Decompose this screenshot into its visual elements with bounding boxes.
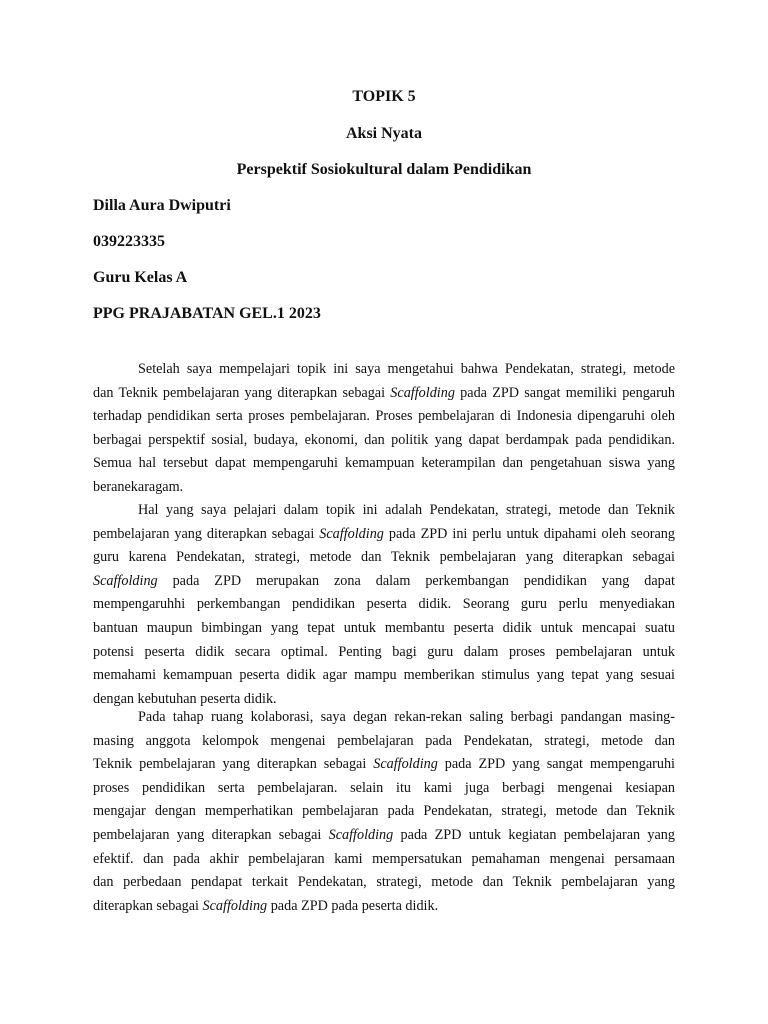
text-run: efektif. dan pada akhir pembelajaran kami mempersatukan pemahaman mengenai persamaan bbox=[93, 850, 675, 867]
text-run: Teknik pembelajaran yang diterapkan sebagai bbox=[93, 756, 374, 773]
text-run: pada ZPD yang sangat mempengaruhi bbox=[437, 756, 675, 773]
text-run: dengan kebutuhan peserta didik. bbox=[93, 690, 277, 707]
paragraph-line bbox=[93, 382, 675, 406]
paragraph-3 bbox=[93, 706, 675, 918]
text-run: potensi peserta didik secara optimal. Penting bagi guru dalam proses pembelajaran untuk bbox=[93, 643, 675, 660]
text-run: Hal yang saya pelajari dalam topik ini adalah Pendekatan, strategi, metode dan Teknik bbox=[138, 502, 675, 518]
paragraph-line bbox=[93, 523, 675, 547]
text-run: diterapkan sebagai bbox=[93, 897, 203, 914]
text-run: masing anggota kelompok mengenai pembelajaran pada Pendekatan, strategi, metode dan bbox=[93, 732, 675, 749]
text-run: Semua hal tersebut dapat mempengaruhi kemampuan keterampilan dan pengetahuan siswa yang bbox=[93, 455, 675, 472]
text-run: pembelajaran yang diterapkan sebagai bbox=[93, 525, 320, 542]
paragraph-line bbox=[93, 895, 675, 919]
paragraph-line bbox=[93, 570, 675, 594]
paragraph-line bbox=[93, 824, 675, 848]
text-run: pada ZPD pada peserta didik. bbox=[267, 897, 439, 914]
text-run: terhadap pendidikan serta proses pembelajaran. Proses pembelajaran di Indonesia dipengaruhi oleh bbox=[93, 408, 675, 425]
paragraph-line bbox=[93, 641, 675, 665]
text-run: guru karena Pendekatan, strategi, metode dan Teknik pembelajaran yang diterapkan sebagai bbox=[93, 549, 675, 566]
paragraph-1 bbox=[93, 358, 675, 500]
paragraph-line bbox=[93, 546, 675, 570]
text-run: proses pendidikan serta pembelajaran. selain itu kami juga berbagi mengenai kesiapan bbox=[93, 779, 675, 796]
text-run: dan perbedaan pendapat terkait Pendekatan, strategi, metode dan Teknik pembelajaran yang bbox=[93, 874, 675, 891]
text-run: dan Teknik pembelajaran yang diterapkan sebagai bbox=[93, 384, 391, 401]
text-run: berbagai perspektif sosial, budaya, ekonomi, dan politik yang dapat berdampak pada pendidikan. bbox=[93, 431, 675, 448]
italic-term: Scaffolding bbox=[328, 826, 394, 843]
text-run: mempengaruhhi perkembangan pendidikan peserta didik. Seorang guru perlu menyediakan bbox=[93, 596, 675, 613]
italic-term: Scaffolding bbox=[390, 384, 455, 401]
italic-term: Scaffolding bbox=[93, 572, 158, 589]
paragraph-line bbox=[93, 800, 675, 824]
author-class: Guru Kelas A bbox=[93, 269, 188, 286]
paragraph-line bbox=[93, 664, 675, 688]
text-run: memahami kemampuan peserta didik agar mampu memberikan stimulus yang tepat yang sesuai bbox=[93, 667, 675, 684]
paragraph-line bbox=[93, 476, 675, 500]
text-run: Pada tahap ruang kolaborasi, saya degan rekan-rekan saling berbagi pandangan masing- bbox=[138, 709, 675, 725]
paragraph-line bbox=[93, 730, 675, 754]
paragraph-2 bbox=[93, 499, 675, 711]
text-run: beranekaragam. bbox=[93, 478, 184, 495]
paragraph-line bbox=[93, 593, 675, 617]
italic-term: Scaffolding bbox=[373, 756, 438, 773]
author-id: 039223335 bbox=[93, 233, 165, 250]
text-run: mengajar dengan memperhatikan pembelajaran pada Pendekatan, strategi, metode dan Teknik bbox=[93, 803, 675, 820]
paragraph-line bbox=[93, 777, 675, 801]
program-name: PPG PRAJABATAN GEL.1 2023 bbox=[93, 305, 321, 322]
author-name: Dilla Aura Dwiputri bbox=[93, 197, 231, 214]
text-run: pada ZPD sangat memiliki pengaruh bbox=[454, 384, 675, 401]
italic-term: Scaffolding bbox=[319, 525, 384, 542]
paragraph-line bbox=[93, 429, 675, 453]
text-run: pada ZPD ini perlu untuk dipahami oleh seorang bbox=[383, 525, 675, 542]
paragraph-line bbox=[93, 499, 675, 523]
topic-heading: TOPIK 5 bbox=[352, 88, 416, 105]
paragraph-line bbox=[93, 405, 675, 429]
paragraph-line bbox=[93, 706, 675, 730]
subject-heading: Perspektif Sosiokultural dalam Pendidikan bbox=[236, 161, 532, 178]
paragraph-line bbox=[93, 871, 675, 895]
italic-term: Scaffolding bbox=[202, 897, 268, 914]
paragraph-line bbox=[93, 848, 675, 872]
paragraph-line bbox=[93, 753, 675, 777]
text-run: Setelah saya mempelajari topik ini saya mengetahui bahwa Pendekatan, strategi, metode bbox=[138, 361, 675, 377]
paragraph-line bbox=[93, 452, 675, 476]
activity-heading: Aksi Nyata bbox=[345, 125, 422, 142]
paragraph-line bbox=[93, 358, 675, 382]
text-run: pada ZPD untuk kegiatan pembelajaran yang bbox=[393, 826, 675, 843]
text-run: bantuan maupun bimbingan yang tepat untuk membantu peserta didik untuk mencapai suatu bbox=[93, 619, 675, 636]
paragraph-line bbox=[93, 617, 675, 641]
text-run: pembelajaran yang diterapkan sebagai bbox=[93, 826, 329, 843]
text-run: pada ZPD merupakan zona dalam perkembangan pendidikan yang dapat bbox=[157, 572, 675, 589]
